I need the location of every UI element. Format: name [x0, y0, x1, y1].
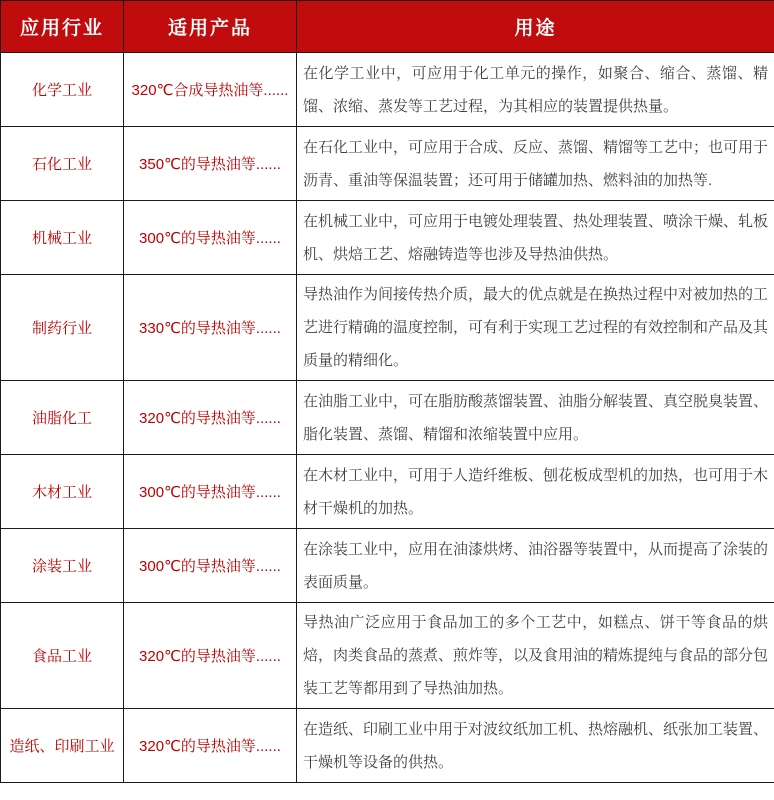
usage-cell: 导热油广泛应用于食品加工的多个工艺中，如糕点、饼干等食品的烘焙，肉类食品的蒸煮、煎炸等，以及食用油的精炼提纯与食品的部分包装工艺等都用到了导热油加热。: [297, 603, 774, 709]
industry-cell: 涂装工业: [1, 529, 124, 603]
table-header: [1, 1, 774, 53]
industry-cell: 机械工业: [1, 201, 124, 275]
usage-cell: 导热油作为间接传热介质，最大的优点就是在换热过程中对被加热的工艺进行精确的温度控制，可有利于实现工艺过程的有效控制和产品及其质量的精细化。: [297, 275, 774, 381]
product-cell: 350℃的导热油等......: [124, 127, 297, 201]
table-row: [1, 455, 774, 529]
product-cell: 300℃的导热油等......: [124, 529, 297, 603]
table-row: [1, 603, 774, 709]
product-cell: 300℃的导热油等......: [124, 201, 297, 275]
usage-cell: 在石化工业中，可应用于合成、反应、蒸馏、精馏等工艺中；也可用于沥青、重油等保温装置；还可用于储罐加热、燃料油的加热等.: [297, 127, 774, 201]
usage-cell: 在造纸、印刷工业中用于对波纹纸加工机、热熔融机、纸张加工装置、干燥机等设备的供热。: [297, 709, 774, 783]
product-cell: 330℃的导热油等......: [124, 275, 297, 381]
industry-cell: 食品工业: [1, 603, 124, 709]
product-cell: 320℃的导热油等......: [124, 709, 297, 783]
product-cell: 320℃的导热油等......: [124, 381, 297, 455]
table-row: [1, 201, 774, 275]
industry-cell: 化学工业: [1, 53, 124, 127]
industry-cell: 制药行业: [1, 275, 124, 381]
table-row: [1, 529, 774, 603]
header-row: [1, 1, 774, 53]
table-row: [1, 381, 774, 455]
product-cell: 300℃的导热油等......: [124, 455, 297, 529]
table-row: [1, 53, 774, 127]
table-row: [1, 709, 774, 783]
industry-cell: 木材工业: [1, 455, 124, 529]
industry-cell: 石化工业: [1, 127, 124, 201]
table-body: [1, 53, 774, 783]
table-row: [1, 127, 774, 201]
product-cell: 320℃的导热油等......: [124, 603, 297, 709]
table-row: [1, 275, 774, 381]
product-cell: 320℃合成导热油等......: [124, 53, 297, 127]
industry-cell: 造纸、印刷工业: [1, 709, 124, 783]
usage-cell: 在机械工业中，可应用于电镀处理装置、热处理装置、喷涂干燥、轧板机、烘焙工艺、熔融铸造等也涉及导热油供热。: [297, 201, 774, 275]
header-cell-industry: 应用行业: [1, 1, 124, 53]
industry-cell: 油脂化工: [1, 381, 124, 455]
header-cell-product: 适用产品: [124, 1, 297, 53]
usage-cell: 在化学工业中，可应用于化工单元的操作，如聚合、缩合、蒸馏、精馏、浓缩、蒸发等工艺过程，为其相应的装置提供热量。: [297, 53, 774, 127]
header-cell-usage: 用途: [297, 1, 774, 53]
usage-cell: 在木材工业中，可用于人造纤维板、刨花板成型机的加热，也可用于木材干燥机的加热。: [297, 455, 774, 529]
usage-cell: 在涂装工业中，应用在油漆烘烤、油浴器等装置中，从而提高了涂装的表面质量。: [297, 529, 774, 603]
usage-cell: 在油脂工业中，可在脂肪酸蒸馏装置、油脂分解装置、真空脱臭装置、脂化装置、蒸馏、精馏和浓缩装置中应用。: [297, 381, 774, 455]
